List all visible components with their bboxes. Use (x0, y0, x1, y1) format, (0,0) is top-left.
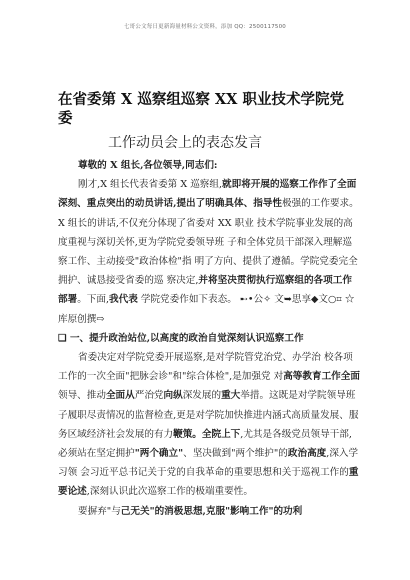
p2-run: 领导、推动 (58, 390, 106, 402)
p1-run-bold: 就即将开展的巡察工作作了全面深刻、重点突出的动员讲话,提出了明确具体、指导性 (58, 179, 357, 210)
document-body (58, 156, 360, 521)
p2-run: ,深入学习领 会习近平总书记关于党的自我革命的重要思想和关于巡视工作的 (58, 448, 359, 479)
p2-run: ,尤其是各级党员领导干部,必须站在坚定拥护 (58, 428, 352, 460)
p1-run: 刚才,X 组长代表省委第 X 巡察组, (78, 179, 223, 191)
paragraph-3 (58, 502, 360, 521)
p2-run-bold: 鞭策。全院上下 (173, 428, 241, 440)
p2-run: 严治党 (134, 390, 164, 402)
p2-run-bold: 全面从 (105, 390, 135, 402)
p2-run-bold: 向纵 (163, 390, 183, 402)
p2-run-bold: "两个确立" (134, 448, 184, 460)
p2-run-bold: 重要论述 (58, 467, 359, 498)
p1-run-bold: 我代表 (109, 294, 138, 306)
p2-run-bold: 重大 (221, 390, 241, 402)
p2-run: 举措。这既是对学院领导班子履职尽责情况的监督检查,更是对学院加快推进内涵式高质量发展、服务区域经济社会发展的有力 (58, 390, 359, 440)
p1-run-bold: 并将坚决贯彻执行巡察组的各项工作部署 (58, 275, 352, 306)
p3-run-bold: 己无关"的消极思想,克服"影响工作"的功利 (120, 505, 303, 517)
paragraph-1 (58, 175, 360, 329)
p2-run: ,深刻认识此次巡察工作的极端重要性。 (86, 486, 253, 498)
p2-run-bold: 高等教育工作全面 (283, 371, 360, 383)
p1-run: 极强的工作要求。X 组长的讲话,不仅充分体现了省委对 XX 职业 技术学院事业发展的高度重视与深切关怀,更为学院党委领导班 子和全体党员干部深入理解巡察工作、主动接受"政治体检"指 明了方向、提供了遵循。学院党委完全拥护、诚恳接受省委的巡 察决定, (58, 198, 359, 287)
document-subtitle: 工作动员会上的表态发言 (108, 135, 262, 151)
p2-run: 深发展的 (182, 390, 222, 402)
p1-run: 。下面, (77, 294, 110, 306)
paragraph-2 (58, 348, 360, 502)
p1-run: 学院党委作如下表态。 ➸•公✧ 文➥思享◆文○⌗ ☆库原创撰⇨ (58, 294, 355, 325)
document-title: 在省委第 X 巡察组巡察 XX 职业技术学院党委 (58, 91, 344, 127)
p3-run: 要摒弃"与 (78, 505, 121, 517)
p2-run: 省委决定对学院党委开展巡察,是对学院管党治党、办学治 校各项工作的一次全面"把脉会诊"和"综合体检",是加强党 对 (58, 352, 353, 383)
section-heading-text: 一、提升政治站位,以高度的政治自觉深刻认识巡察工作 (69, 332, 304, 344)
greeting: 尊敬的 X 组长,各位领导,同志们: (78, 160, 218, 171)
p2-run-bold: 政治高度 (287, 448, 327, 460)
section-heading-1 (58, 329, 360, 348)
p2-run: 、坚决做到"两个维护"的 (183, 448, 288, 460)
header-note: 七哥公文每日更新海量材料公文资料，添加 QQ：2500117500 (123, 24, 286, 30)
bullet-icon: ❏ (58, 332, 70, 344)
